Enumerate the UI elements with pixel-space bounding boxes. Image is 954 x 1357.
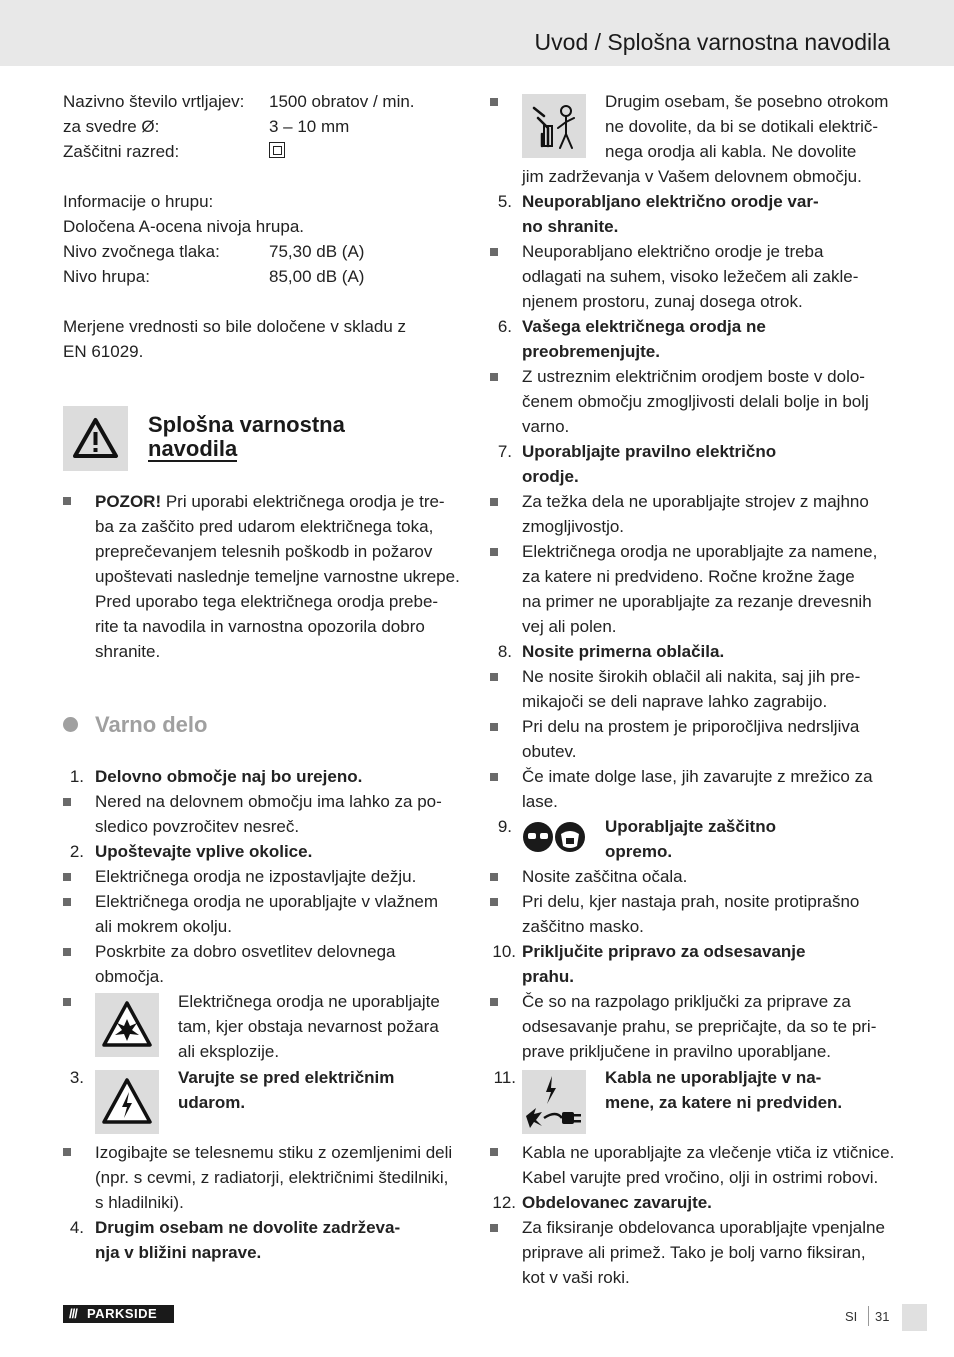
noise-note: Merjene vrednosti so bile določene v skladu z xyxy=(63,317,407,336)
list-item: Če imate dolge lase, jih zavarujte z mrežico za xyxy=(522,767,873,786)
children-keep-away-icon xyxy=(522,94,586,158)
subsection-title: Varno delo xyxy=(95,712,208,737)
list-item: Ne nosite širokih oblačil ali nakita, saj jih pre- xyxy=(522,667,861,686)
spec-value-speed: 1500 obratov / min. xyxy=(269,92,415,111)
bullet xyxy=(63,497,71,505)
list-item: obutev. xyxy=(522,742,577,761)
parkside-logo xyxy=(63,1305,174,1323)
circle-bullet-icon xyxy=(63,717,78,732)
item-heading: opremo. xyxy=(605,842,673,861)
list-item: Neuporabljano električno orodje je treba xyxy=(522,242,824,261)
explosion-text: Električnega orodja ne uporabljajte xyxy=(178,992,440,1011)
warning-text: shranite. xyxy=(95,642,161,661)
list-item: zaščitno masko. xyxy=(522,917,644,936)
item-heading: Neuporabljano električno orodje var- xyxy=(522,192,819,211)
logo-stripes-icon: /// xyxy=(69,1306,77,1321)
language-code: SI xyxy=(845,1309,858,1324)
list-item: območja. xyxy=(95,967,164,986)
children-text: Drugim osebam, še posebno otrokom xyxy=(605,92,889,111)
list-item: čenem območju zmogljivosti delali bolje in bolj xyxy=(522,392,869,411)
noise-value-power: 85,00 dB (A) xyxy=(269,267,365,286)
item-heading: preobremenjujte. xyxy=(522,342,660,361)
page-tab-marker xyxy=(902,1304,927,1331)
list-item: s hladilniki). xyxy=(95,1193,184,1212)
item-number: 10. xyxy=(492,942,516,961)
item-number: 6. xyxy=(497,317,512,336)
list-item: kot v vaši roki. xyxy=(522,1268,630,1287)
bullet xyxy=(490,723,498,731)
item-heading: Nosite primerna oblačila. xyxy=(522,642,725,661)
noise-value-pressure: 75,30 dB (A) xyxy=(269,242,365,261)
noise-label-pressure: Nivo zvočnega tlaka: xyxy=(63,242,220,261)
page-title: Uvod / Splošna varnostna navodila xyxy=(534,29,890,55)
explosion-text: tam, kjer obstaja nevarnost požara xyxy=(178,1017,439,1036)
item-heading: Obdelovanec zavarujte. xyxy=(522,1193,712,1212)
bullet xyxy=(63,948,71,956)
list-item: Električnega orodja ne uporabljajte za namene, xyxy=(522,542,878,561)
item-number: 8. xyxy=(497,642,512,661)
bullet xyxy=(63,1148,71,1156)
children-text: jim zadrževanja v Vašem delovnem območju. xyxy=(522,167,862,186)
list-item: (npr. s cevmi, z radiatorji, električnimi štedilniki, xyxy=(95,1168,449,1187)
spec-label-class: Zaščitni razred: xyxy=(63,142,180,161)
item-heading: Delovno območje naj bo urejeno. xyxy=(95,767,363,786)
warning-text: upoštevati naslednje temeljne varnostne ukrepe. xyxy=(95,567,460,586)
noise-heading: Informacije o hrupu: xyxy=(63,192,214,211)
section-title: Splošna varnostna xyxy=(148,412,345,437)
warning-text: Pred uporabo tega električnega orodja prebe- xyxy=(95,592,439,611)
footer-divider xyxy=(868,1306,869,1326)
bullet xyxy=(490,773,498,781)
item-heading: Drugim osebam ne dovolite zadrževa- xyxy=(95,1218,401,1237)
list-item: prave priključene in pravilno uporabljane. xyxy=(522,1042,832,1061)
item-heading: prahu. xyxy=(522,967,574,986)
list-item: njenem prostoru, zunaj dosega otrok. xyxy=(522,292,803,311)
warning-text: ba za zaščito pred udarom električnega toka, xyxy=(95,517,434,536)
list-item: Pri delu, kjer nastaja prah, nosite protiprašno xyxy=(522,892,860,911)
item-number: 1. xyxy=(69,767,84,786)
item-heading: Uporabljajte zaščitno xyxy=(605,817,776,836)
list-item: zmogljivostjo. xyxy=(522,517,625,536)
bullet xyxy=(490,998,498,1006)
electric-shock-icon xyxy=(95,1070,159,1134)
spec-label-speed: Nazivno število vrtljajev: xyxy=(63,92,245,111)
spec-label-drill: za svedre Ø: xyxy=(63,117,160,136)
list-item: lase. xyxy=(522,792,558,811)
bullet xyxy=(490,373,498,381)
page-number: 31 xyxy=(875,1309,890,1324)
list-item: ali mokrem okolju. xyxy=(95,917,232,936)
warning-icon xyxy=(63,406,128,471)
item-heading: Uporabljajte pravilno električno xyxy=(522,442,777,461)
protective-gear-icon xyxy=(522,820,586,854)
list-item: Z ustreznim električnim orodjem boste v dolo- xyxy=(522,367,865,386)
list-item: Električnega orodja ne uporabljajte v vlažnem xyxy=(95,892,439,911)
bullet xyxy=(490,548,498,556)
bullet xyxy=(490,1224,498,1232)
item-heading: nja v bližini naprave. xyxy=(95,1243,262,1262)
list-item: priprave ali primež. Tako je bolj varno fiksiran, xyxy=(522,1243,866,1262)
bullet xyxy=(63,798,71,806)
warning-text: rite ta navodila in varnostna opozorila dobro xyxy=(95,617,425,636)
spec-value-drill: 3 – 10 mm xyxy=(269,117,350,136)
list-item: Kabel varujte pred vročino, olji in ostrimi robovi. xyxy=(522,1168,879,1187)
item-heading: Kabla ne uporabljajte v na- xyxy=(605,1068,822,1087)
section-title: navodila xyxy=(148,436,238,461)
bullet xyxy=(63,898,71,906)
item-heading: Priključite pripravo za odsesavanje xyxy=(522,942,806,961)
list-item: odlagati na suhem, visoko ležečem ali zakle- xyxy=(522,267,859,286)
item-heading: udarom. xyxy=(178,1093,246,1112)
bullet xyxy=(490,673,498,681)
list-item: Poskrbite za dobro osvetlitev delovnega xyxy=(95,942,396,961)
item-number: 12. xyxy=(492,1193,516,1212)
warning-text: POZOR! Pri uporabi električnega orodja je tre- xyxy=(95,492,445,511)
item-heading: no shranite. xyxy=(522,217,619,236)
noise-line: Določena A-ocena nivoja hrupa. xyxy=(63,217,304,236)
item-heading: Vašega električnega orodja ne xyxy=(522,317,766,336)
children-text: nega orodja ali kabla. Ne dovolite xyxy=(605,142,857,161)
item-heading: mene, za katere ni predviden. xyxy=(605,1093,843,1112)
item-number: 9. xyxy=(497,817,512,836)
list-item: Pri delu na prostem je priporočljiva nedrsljiva xyxy=(522,717,860,736)
list-item: odsesavanje prahu, se prepričajte, da so te pri- xyxy=(522,1017,877,1036)
bullet xyxy=(490,898,498,906)
noise-label-power: Nivo hrupa: xyxy=(63,267,150,286)
bullet xyxy=(63,998,71,1006)
item-number: 7. xyxy=(497,442,512,461)
warning-text: preprečevanjem telesnih poškodb in požarov xyxy=(95,542,433,561)
list-item: za katere ni predvideno. Ročne krožne žage xyxy=(522,567,855,586)
bullet xyxy=(63,873,71,881)
item-number: 4. xyxy=(69,1218,84,1237)
item-heading: orodje. xyxy=(522,467,579,486)
list-item: Izogibajte se telesnemu stiku z ozemljenimi deli xyxy=(95,1143,453,1162)
item-heading: Varujte se pred električnim xyxy=(178,1068,395,1087)
page-header xyxy=(0,0,954,66)
bullet xyxy=(490,873,498,881)
list-item: Električnega orodja ne izpostavljajte dežju. xyxy=(95,867,417,886)
protection-class-icon xyxy=(269,142,285,158)
item-heading: Upoštevajte vplive okolice. xyxy=(95,842,313,861)
item-number: 2. xyxy=(69,842,84,861)
list-item: mikajoči se deli naprave lahko zagrabijo. xyxy=(522,692,828,711)
brand-name: PARKSIDE xyxy=(86,1306,158,1321)
explosion-hazard-icon xyxy=(95,993,159,1057)
list-item: na primer ne uporabljajte za rezanje drevesnih xyxy=(522,592,872,611)
bullet xyxy=(490,498,498,506)
explosion-text: ali eksplozije. xyxy=(178,1042,280,1061)
list-item: Če so na razpolago priključki za priprave za xyxy=(522,992,851,1011)
bullet xyxy=(490,98,498,106)
list-item: Nered na delovnem območju ima lahko za po- xyxy=(95,792,442,811)
item-number: 3. xyxy=(69,1068,84,1087)
list-item: Nosite zaščitna očala. xyxy=(522,867,688,886)
list-item: vej ali polen. xyxy=(522,617,617,636)
list-item: Kabla ne uporabljajte za vlečenje vtiča iz vtičnice. xyxy=(522,1143,895,1162)
bullet xyxy=(490,248,498,256)
list-item: varno. xyxy=(522,417,570,436)
bullet xyxy=(490,1148,498,1156)
list-item: Za težka dela ne uporabljajte strojev z majhno xyxy=(522,492,869,511)
list-item: Za fiksiranje obdelovanca uporabljajte vpenjalne xyxy=(522,1218,885,1237)
item-number: 11. xyxy=(493,1068,516,1087)
item-number: 5. xyxy=(497,192,512,211)
children-text: ne dovolite, da bi se dotikali električ- xyxy=(605,117,879,136)
list-item: sledico povzročitev nesreč. xyxy=(95,817,300,836)
cable-plug-icon xyxy=(522,1070,586,1134)
noise-note: EN 61029. xyxy=(63,342,144,361)
